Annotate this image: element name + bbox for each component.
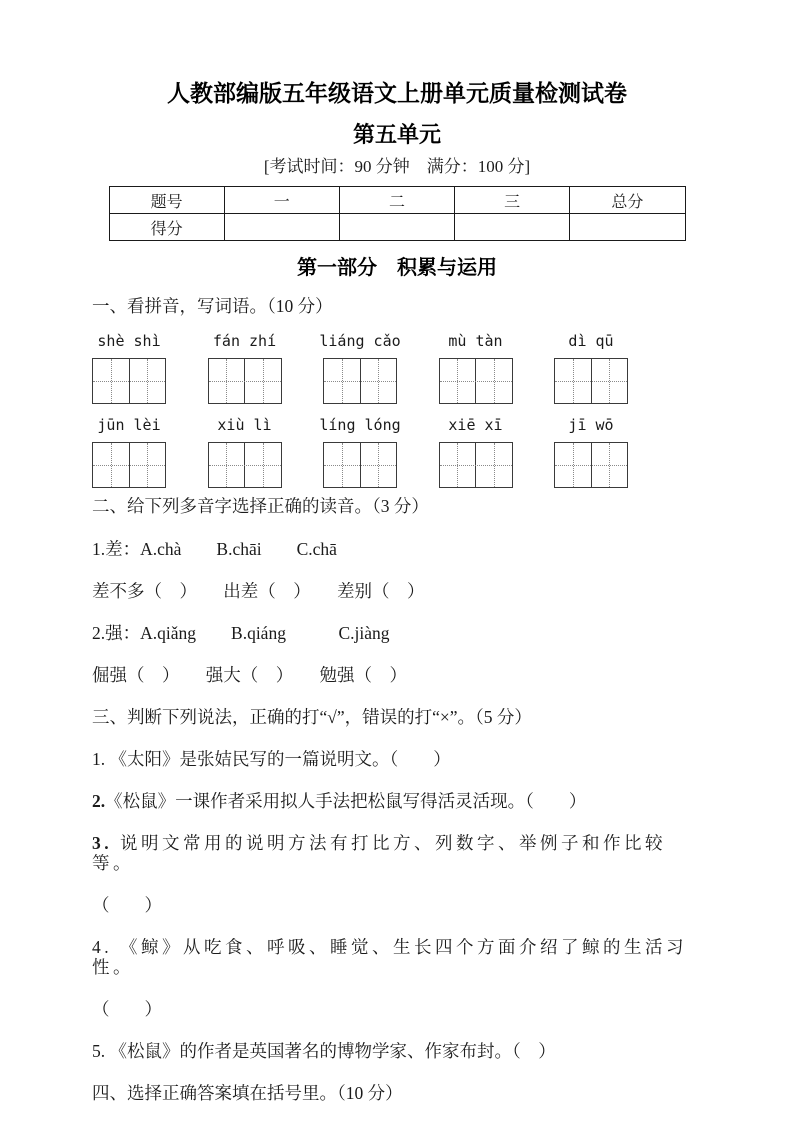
grid-cell xyxy=(244,443,281,487)
grid-cell xyxy=(555,443,591,487)
writing-grid xyxy=(323,442,397,488)
pinyin-label: jūn lèi xyxy=(97,416,161,434)
score-cell-3 xyxy=(455,214,570,241)
grid-cell xyxy=(591,443,628,487)
grid-cell xyxy=(475,443,512,487)
grid-cell xyxy=(440,359,476,403)
writing-grid xyxy=(92,358,166,404)
q2-prompt: 二、给下列多音字选择正确的读音。（3 分） xyxy=(92,496,429,516)
grid-cell xyxy=(360,443,397,487)
pinyin-row-2 xyxy=(92,416,628,488)
q3-statement-3 xyxy=(92,833,700,873)
pinyin-label: xiē xī xyxy=(448,416,503,434)
q2-item-2-options: 2.强：A.qiǎng B.qiáng C.jiàng xyxy=(92,623,390,643)
pinyin-group xyxy=(319,332,401,404)
writing-grid xyxy=(323,358,397,404)
part1-heading: 第一部分 积累与运用 xyxy=(297,257,497,279)
grid-cell xyxy=(324,359,360,403)
unit-title: 第五单元 xyxy=(352,122,441,147)
writing-grid xyxy=(92,442,166,488)
q4-prompt: 四、选择正确答案填在括号里。（10 分） xyxy=(92,1083,403,1103)
paper-body xyxy=(0,296,794,1103)
q3-statement-4-brackets: （ ） xyxy=(92,999,162,1019)
pinyin-group xyxy=(208,416,282,488)
score-cell-1 xyxy=(224,214,339,241)
grid-cell xyxy=(360,359,397,403)
writing-grid xyxy=(554,358,628,404)
pinyin-group xyxy=(208,332,282,404)
paper-title: 人教部编版五年级语文上册单元质量检测试卷 xyxy=(167,80,627,106)
q3-statement-1: 1. 《太阳》是张姞民写的一篇说明文。（ ） xyxy=(92,749,451,769)
score-table-col-label: 题号 xyxy=(109,187,224,214)
statement-number: 3. xyxy=(92,833,113,853)
q1-prompt: 一、看拼音，写词语。（10 分） xyxy=(92,296,333,316)
pinyin-group xyxy=(92,332,166,404)
grid-cell xyxy=(555,359,591,403)
pinyin-group xyxy=(439,416,513,488)
score-table-col-2: 二 xyxy=(339,187,454,214)
pinyin-label: fán zhí xyxy=(212,332,277,350)
score-table xyxy=(109,186,686,241)
score-table-score-row xyxy=(109,214,685,241)
q2-item-1-words: 差不多（ ） 出差（ ） 差别（ ） xyxy=(92,581,425,601)
q2-item-1-options: 1.差：A.chà B.chāi C.chā xyxy=(92,539,337,559)
pinyin-row-1 xyxy=(92,332,628,404)
pinyin-label: xiù lì xyxy=(217,416,272,434)
writing-grid xyxy=(208,358,282,404)
grid-cell xyxy=(475,359,512,403)
score-table-header-row xyxy=(109,187,685,214)
score-table-col-1: 一 xyxy=(224,187,339,214)
q3-statement-3-brackets: （ ） xyxy=(92,895,162,915)
pinyin-group xyxy=(554,332,628,404)
score-table-col-3: 三 xyxy=(455,187,570,214)
q2-item-2-words: 倔强（ ） 强大（ ） 勉强（ ） xyxy=(92,665,407,685)
q3-statement-2 xyxy=(92,791,700,811)
grid-cell xyxy=(93,359,129,403)
grid-cell xyxy=(244,359,281,403)
pinyin-label: líng lóng xyxy=(319,416,401,434)
pinyin-label: mù tàn xyxy=(448,332,503,350)
writing-grid xyxy=(439,358,513,404)
pinyin-label: jī wō xyxy=(568,416,614,434)
grid-cell xyxy=(209,359,245,403)
pinyin-group xyxy=(554,416,628,488)
pinyin-group xyxy=(92,416,166,488)
statement-text: 《松鼠》一课作者采用拟人手法把松鼠写得活灵活现。（ ） xyxy=(105,791,587,811)
score-cell-total xyxy=(570,214,685,241)
pinyin-label: liáng cǎo xyxy=(319,332,401,350)
writing-grid xyxy=(439,442,513,488)
grid-cell xyxy=(129,443,166,487)
pinyin-label: shè shì xyxy=(97,332,161,350)
q3-statement-5: 5. 《松鼠》的作者是英国著名的博物学家、作家布封。（ ） xyxy=(92,1041,556,1061)
grid-cell xyxy=(440,443,476,487)
grid-cell xyxy=(324,443,360,487)
grid-cell xyxy=(129,359,166,403)
grid-cell xyxy=(93,443,129,487)
q3-statement-4: 4. 《鲸》从吃食、呼吸、睡觉、生长四个方面介绍了鲸的生活习性。 xyxy=(92,937,687,977)
score-row-label: 得分 xyxy=(109,214,224,241)
statement-number: 2. xyxy=(92,791,106,811)
pinyin-label: dì qū xyxy=(568,332,614,350)
writing-grid xyxy=(554,442,628,488)
pinyin-group xyxy=(319,416,401,488)
score-table-col-total: 总分 xyxy=(570,187,685,214)
pinyin-group xyxy=(439,332,513,404)
writing-grid xyxy=(208,442,282,488)
grid-cell xyxy=(591,359,628,403)
score-cell-2 xyxy=(339,214,454,241)
statement-text: 说明文常用的说明方法有打比方、列数字、举例子和作比较等。 xyxy=(92,833,666,873)
q3-prompt: 三、判断下列说法，正确的打“√”，错误的打“×”。（5 分） xyxy=(92,707,532,727)
exam-info: [考试时间：90 分钟 满分：100 分] xyxy=(263,157,531,176)
grid-cell xyxy=(209,443,245,487)
